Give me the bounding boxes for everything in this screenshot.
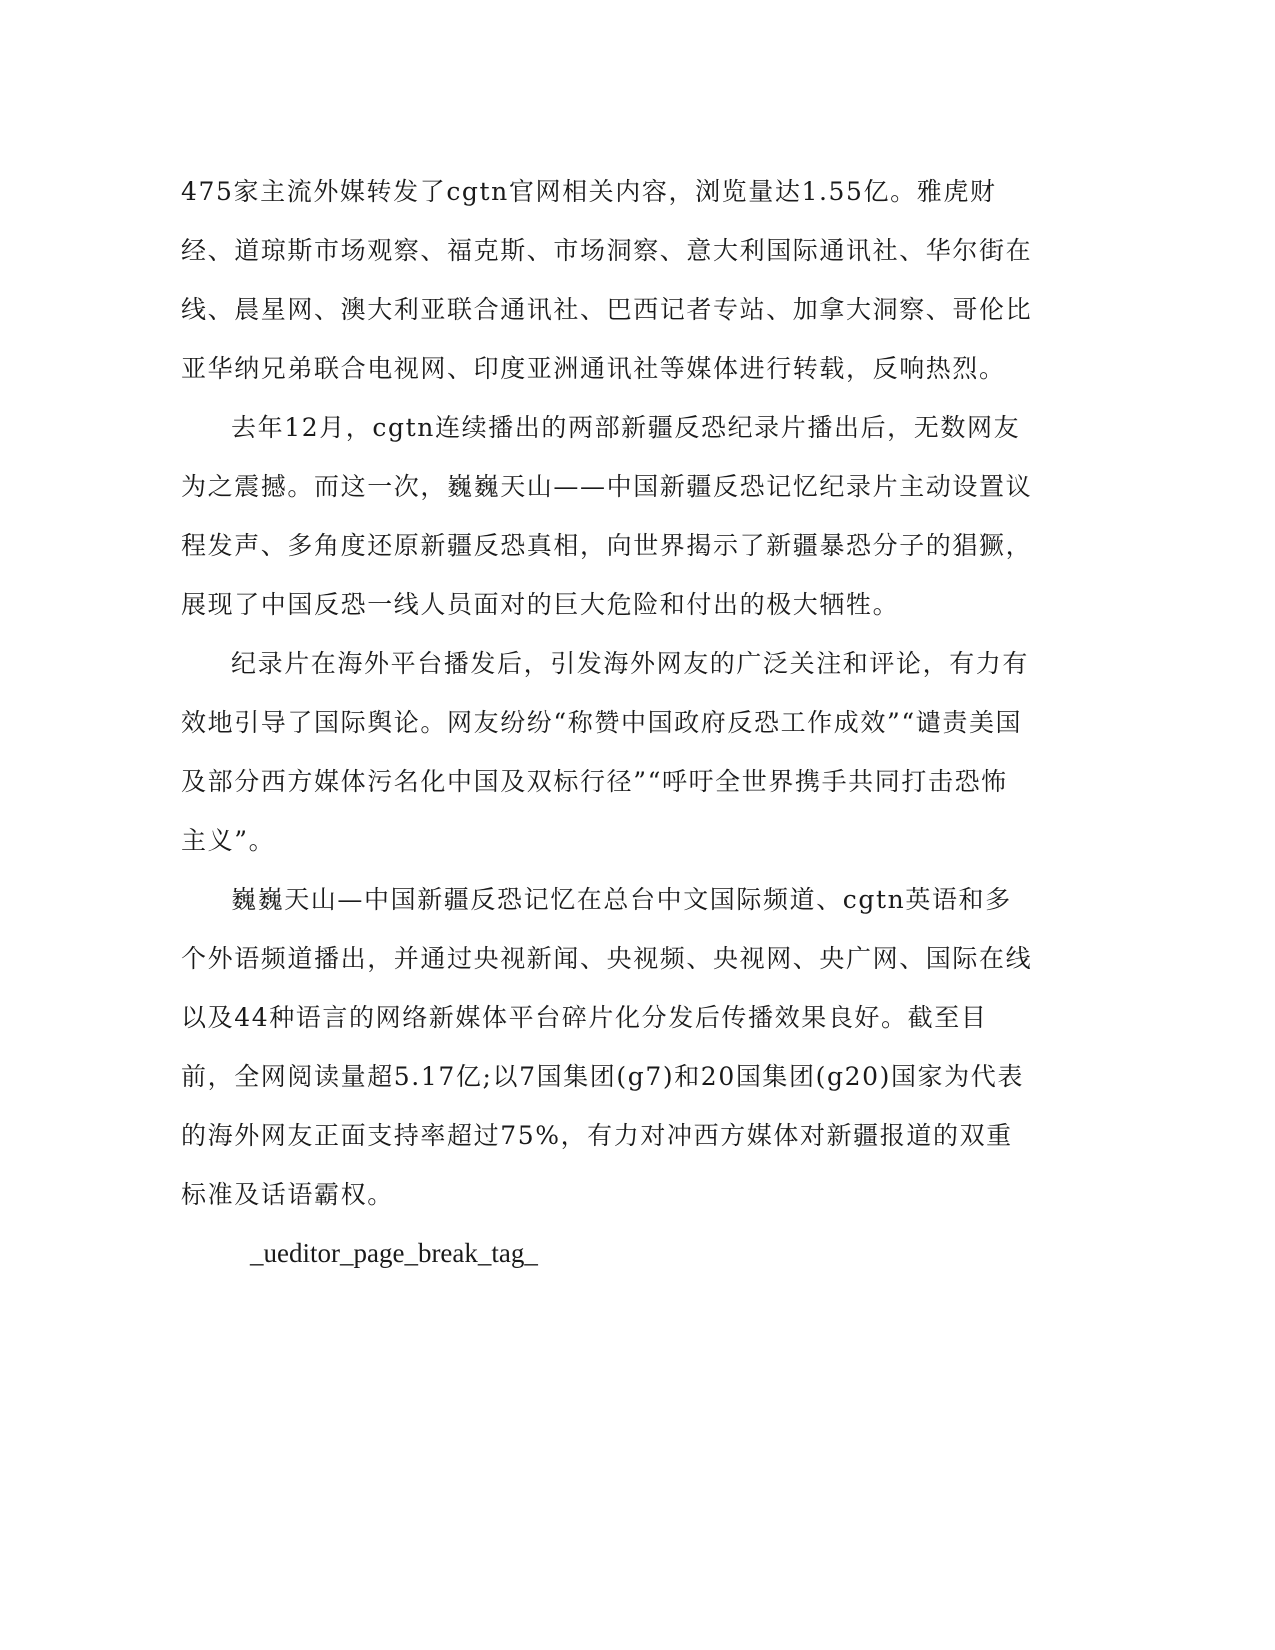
- document-body: [181, 162, 1033, 1283]
- paragraph-broadcast-reach: 巍巍天山—中国新疆反恐记忆在总台中文国际频道、cgtn英语和多个外语频道播出，并通过央视新闻、央视频、央视网、央广网、国际在线以及44种语言的网络新媒体平台碎片化分发后传播效果良好。截至目前，全网阅读量超5.17亿;以7国集团(g7)和20国集团(g20)国家为代表的海外网友正面支持率超过75%，有力对冲西方媒体对新疆报道的双重标准及话语霸权。: [181, 885, 1033, 1209]
- paragraph-overseas-response: 纪录片在海外平台播发后，引发海外网友的广泛关注和评论，有力有效地引导了国际舆论。网友纷纷“称赞中国政府反恐工作成效”“谴责美国及部分西方媒体污名化中国及双标行径”“呼吁全世界携手共同打击恐怖主义”。: [181, 649, 1030, 855]
- paragraph-media-reposts: 475家主流外媒转发了cgtn官网相关内容，浏览量达1.55亿。雅虎财经、道琼斯市场观察、福克斯、市场洞察、意大利国际通讯社、华尔街在线、晨星网、澳大利亚联合通讯社、巴西记者专站、加拿大洞察、哥伦比亚华纳兄弟联合电视网、印度亚洲通讯社等媒体进行转载，反响热烈。: [181, 177, 1033, 383]
- paragraph-documentary-impact: 去年12月，cgtn连续播出的两部新疆反恐纪录片播出后，无数网友为之震撼。而这一次，巍巍天山——中国新疆反恐记忆纪录片主动设置议程发声、多角度还原新疆反恐真相，向世界揭示了新疆暴恐分子的猖獗，展现了中国反恐一线人员面对的巨大危险和付出的极大牺牲。: [181, 413, 1033, 619]
- page-break-tag: _ueditor_page_break_tag_: [250, 1238, 538, 1268]
